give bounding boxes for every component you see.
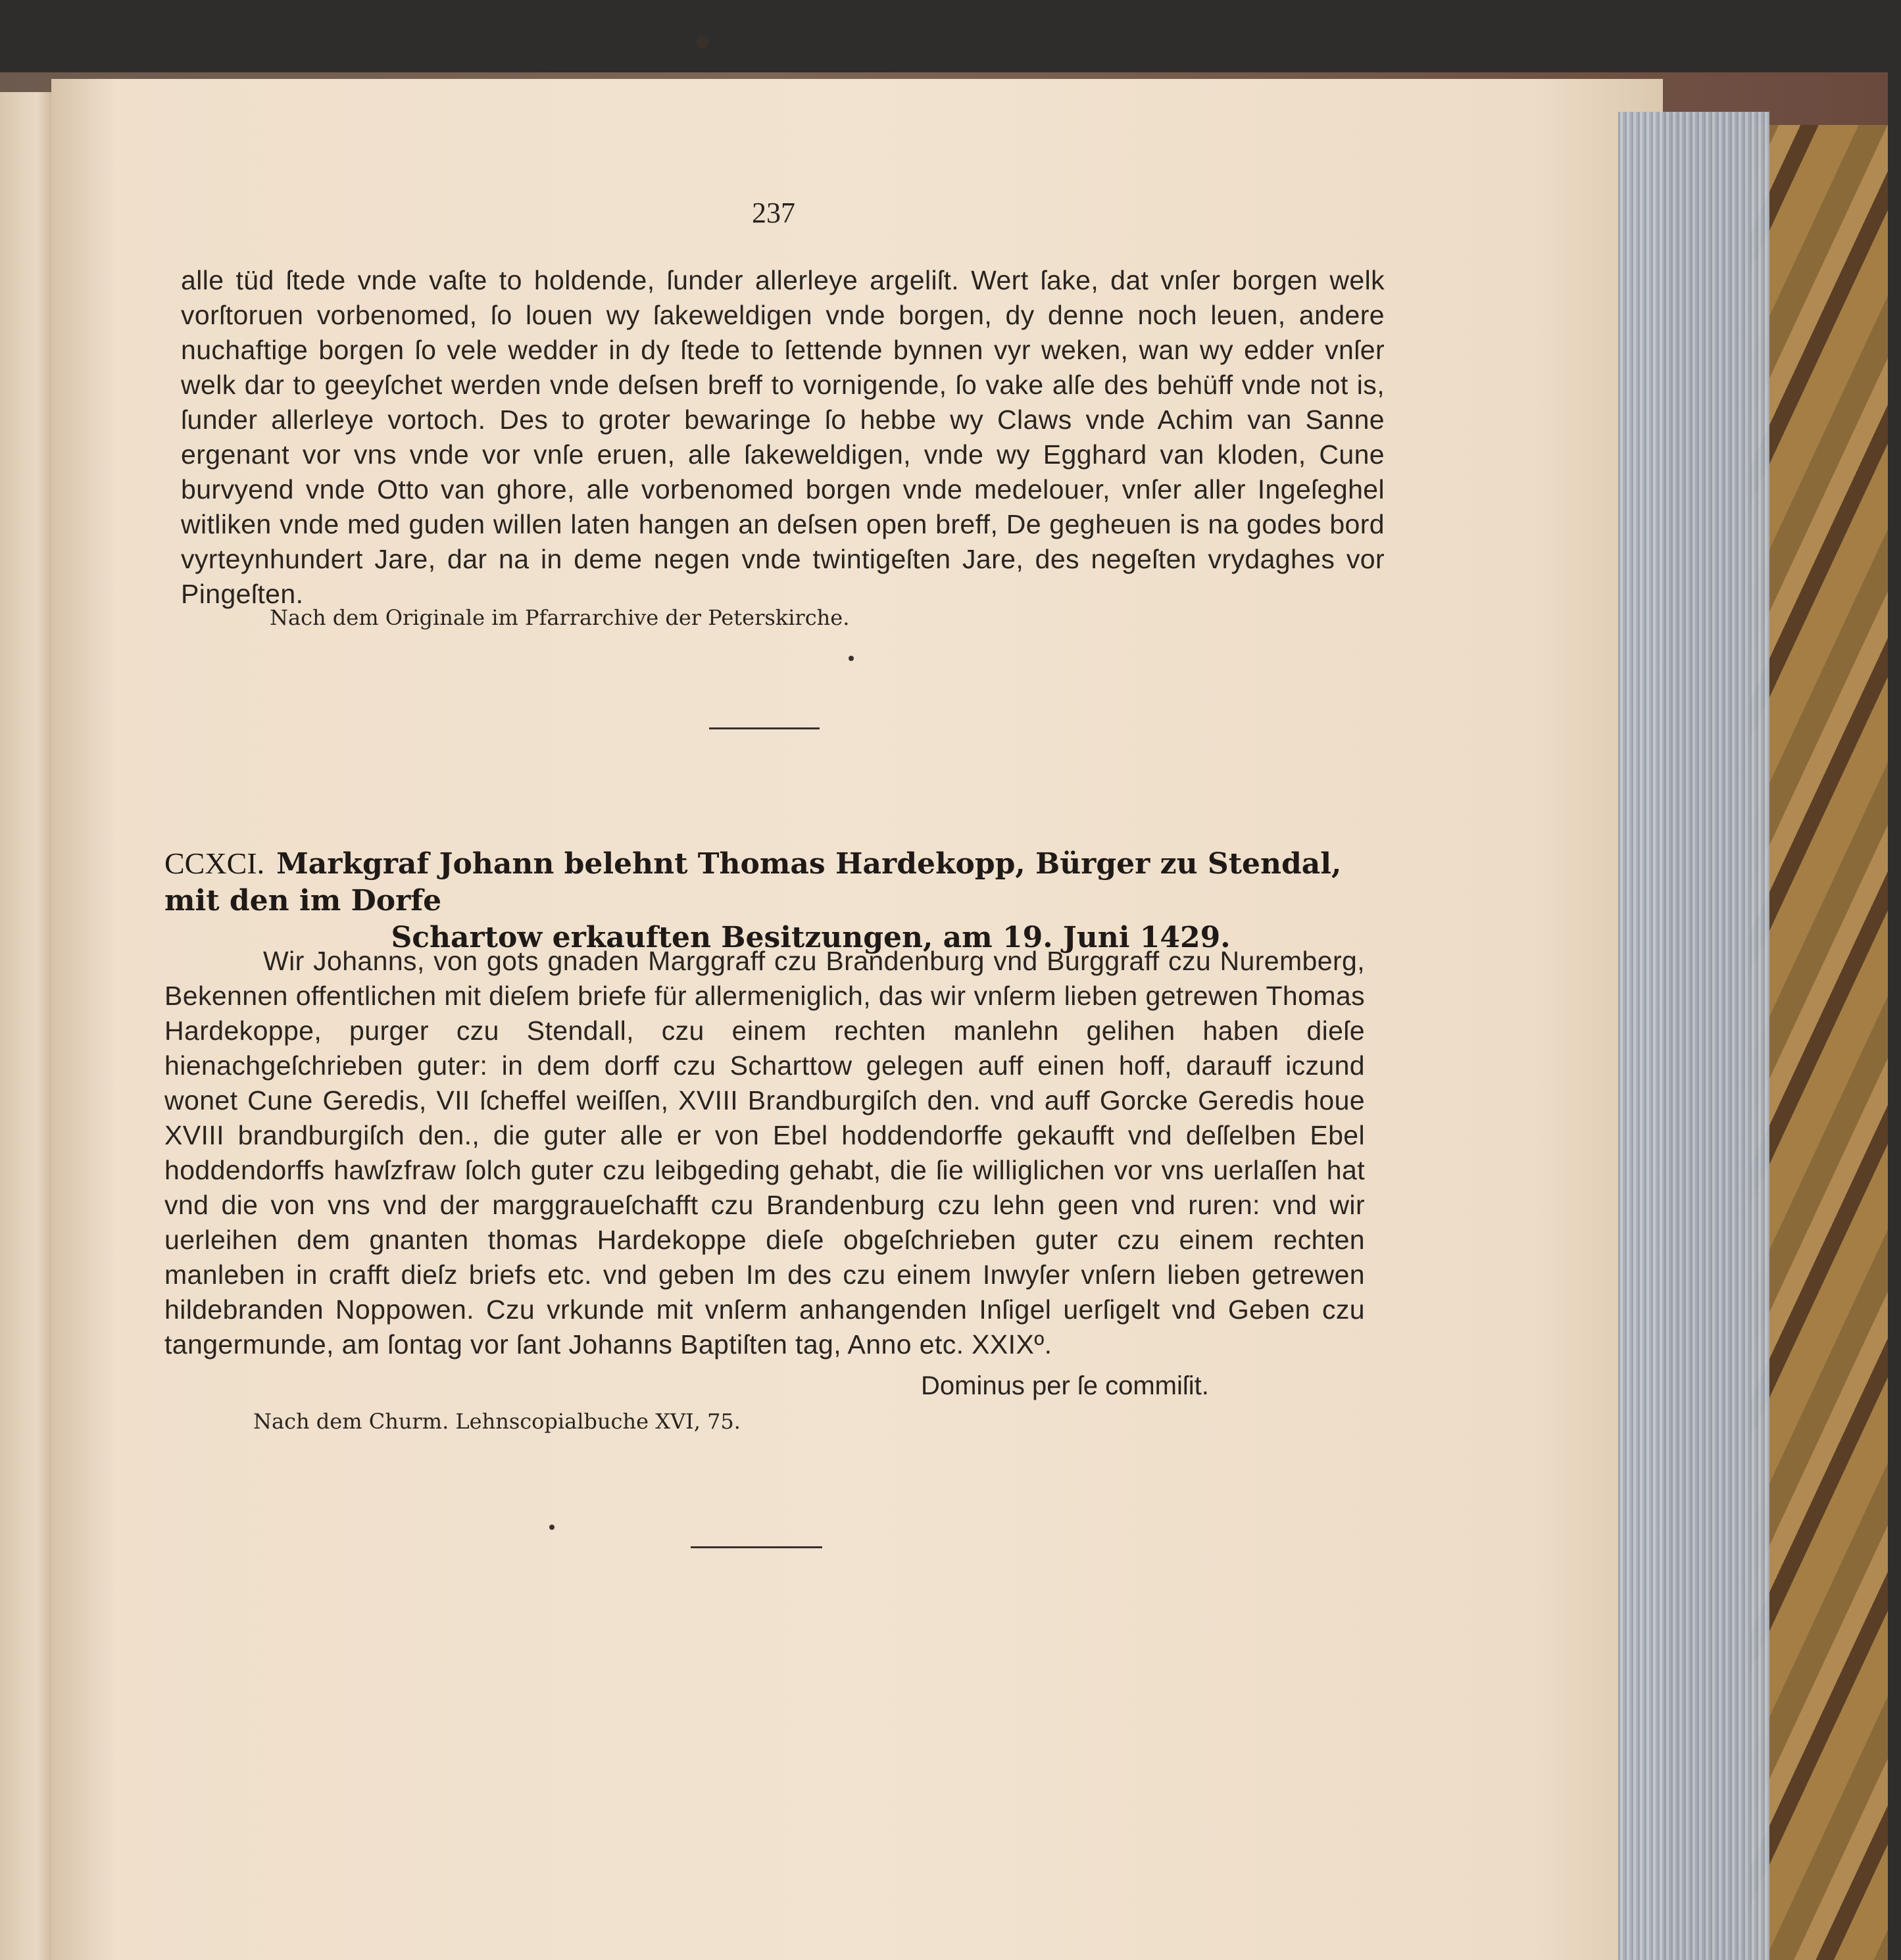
paragraph-2: Wir Johanns, von gots gnaden Marggraff czu Brandenburg vnd Burggraff czu Nuremberg, Bekennen offentlichen mit dieſem briefe für allermeniglich, das wir vnſerm lieben getrewen Thomas Hardekoppe, purger czu Stendall, czu einem rechten manlehn gelihen haben dieſe hienachgeſchrieben guter: in dem dorff czu Scharttow gelegen auff einen hoff, darauff iczund wonet Cune Geredis, VII ſcheffel weiſſen, XVIII Brandburgiſch den. vnd auff Gorcke Geredis houe XVIII brandburgiſch den., die guter alle er von Ebel hoddendorffe gekaufft vnd deſſelben Ebel hoddendorffs hawſzfraw ſolch guter czu leibgeding gehabt, die ſie williglichen vor vns uerlaſſen hat vnd die von vns vnd der marggraueſchafft czu Brandenburg czu lehn geen vnd ruren: vnd wir uerleihen dem gnanten thomas Hardekoppe dieſe obgeſchrieben guter czu einem rechten manleben in crafft dieſz briefs etc. vnd geben Im des czu einem Inwyſer vnſern lieben getrewen hildebranden Noppowen. Czu vrkunde mit vnſerm anhangenden Inſigel uerſigelt vnd Geben czu tangermunde, am ſontag vor ſant Johanns Baptiſten tag, Anno etc. XXIXº. bbox=[164, 946, 1365, 1360]
source-note-2: Nach dem Churm. Lehnscopialbuche XVI, 75. bbox=[253, 1409, 741, 1434]
section-divider-1 bbox=[709, 727, 820, 729]
left-page-edge bbox=[0, 92, 53, 1960]
ink-speck bbox=[549, 1525, 555, 1530]
document-number: CCXCI. bbox=[164, 846, 265, 880]
document-heading bbox=[164, 845, 1378, 956]
ink-speck bbox=[849, 656, 854, 661]
paragraph-1: alle tüd ſtede vnde vaſte to holdende, ſunder allerleye argeliſt. Wert ſake, dat vnſer borgen welk vorſtoruen vorbenomed, ſo louen wy ſakeweldigen vnde borgen, dy denne noch leuen, andere nuchaftige borgen ſo vele wedder in dy ſtede to ſettende bynnen vyr weken, wan wy edder vnſer welk dar to geeyſchet werden vnde deſsen breff to vornigende, ſo vake alſe des behüff vnde not is, ſunder allerleye vortoch. Des to groter bewaringe ſo hebbe wy Claws vnde Achim van Sanne ergenant vor vns vnde vor vnſe eruen, alle ſakeweldigen, vnde wy Egghard van kloden, Cune burvyend vnde Otto van ghore, alle vorbenomed borgen vnde medelouer, vnſer aller Ingeſeghel witliken vnde med guden willen laten hangen an deſsen open breff, De gegheuen is na godes bord vyrteynhundert Jare, dar na in deme negen vnde twintigeſten Jare, des negeſten vrydaghes vor Pingeſten. bbox=[181, 265, 1385, 609]
heading-line-1: Markgraf Johann belehnt Thomas Hardekopp, Bürger zu Stendal, mit den im Dorfe bbox=[164, 847, 1342, 918]
page-edges bbox=[1618, 112, 1769, 1960]
source-note-1: Nach dem Originale im Pfarrarchive der Peterskirche. bbox=[270, 605, 850, 630]
signature-line: Dominus per ſe commiſit. bbox=[921, 1371, 1209, 1400]
page-number: 237 bbox=[752, 197, 795, 229]
section-divider-2 bbox=[691, 1546, 822, 1548]
marbled-endpaper bbox=[1750, 125, 1888, 1960]
ink-speck bbox=[697, 36, 708, 48]
heading-line-2: Schartow erkauften Besitzungen, am 19. Juni 1429. bbox=[391, 921, 1231, 954]
